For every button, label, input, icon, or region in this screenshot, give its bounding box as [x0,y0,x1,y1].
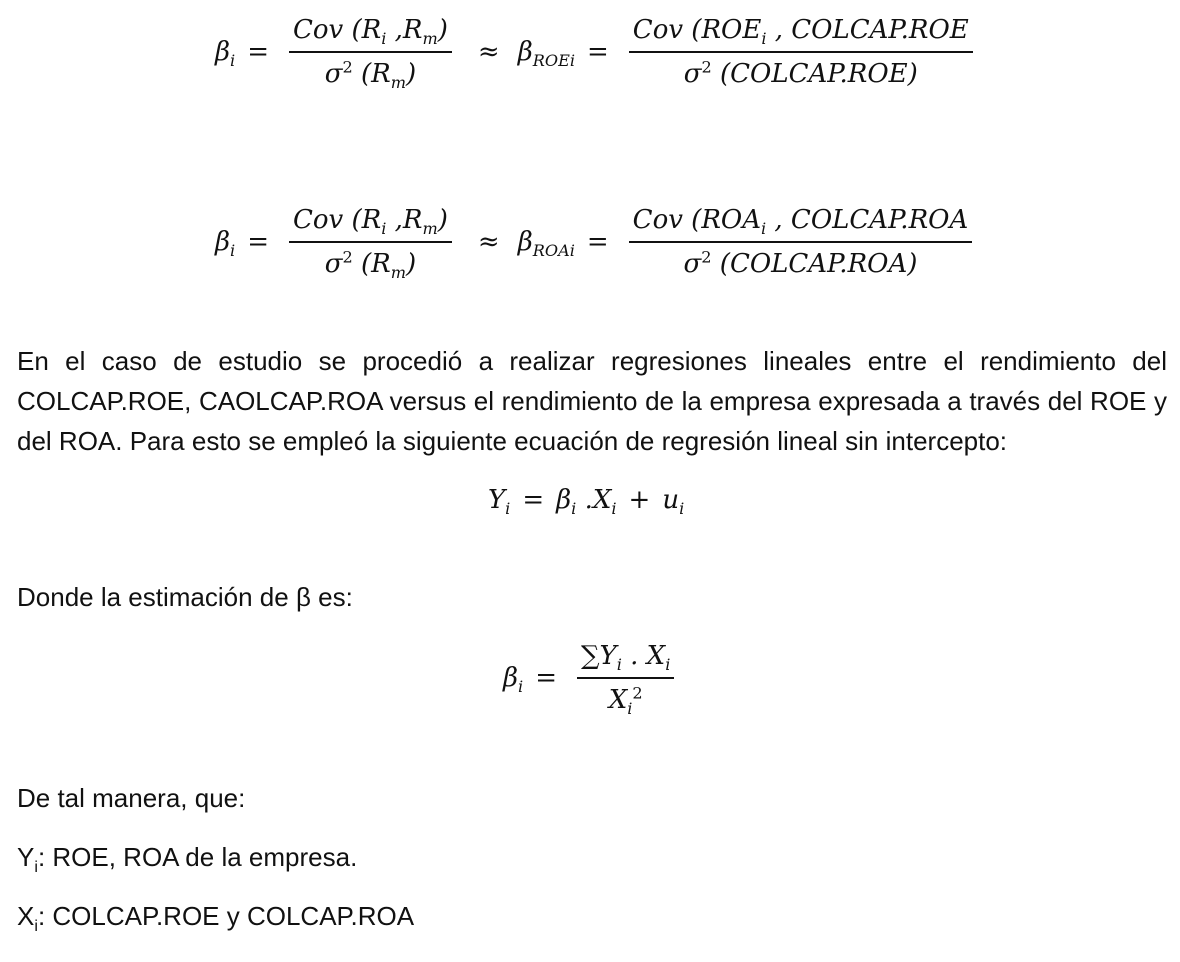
fraction-denominator: $\sigma^2$ (COLCAP.ROE) [683,57,918,89]
beta-symbol: $\beta_i$ [215,227,236,261]
equals-sign: = [247,227,269,257]
error-term: $u_i$ [662,485,685,519]
equals-sign: = [522,485,545,515]
formula-beta-roa [215,200,980,284]
beta-term: $\beta_i$ $.X_i$ [556,485,617,519]
approx-sign: ≈ [477,37,500,67]
estimator-formula [503,636,682,720]
fraction-numerator: Cov ($ROE_i$ , COLCAP.ROE [629,15,973,53]
equals-sign: = [247,37,269,67]
formula-beta-roe [215,10,981,94]
conclusion-intro: De tal manera, que: [17,783,246,813]
fraction-denominator: $\sigma^2$ (COLCAP.ROA) [683,247,918,279]
regression-equation [488,478,684,522]
equals-sign: = [587,37,609,67]
body-paragraph: En el caso de estudio se procedió a realizar regresiones lineales entre el rendimiento del COLCAP.ROE, CAOLCAP.ROA versus el rendimiento de la empresa expresada a través del ROE y del ROA. Para esto se empleó la siguiente ecuación de regresión lineal sin intercepto: [17,346,1167,456]
fraction-numerator: Cov ($R_i$ $,R_m$) [289,15,452,53]
fraction-denominator: $\sigma^2$ $(R_m)$ [324,247,417,283]
equals-sign: = [535,663,557,693]
fraction-denominator: $X_i^2$ [608,683,643,719]
roa-fraction [629,205,973,279]
roe-fraction [629,15,973,89]
beta-roe-symbol: $\beta_{ROEi}$ [517,37,575,71]
fraction-numerator: Cov ($ROA_i$ , COLCAP.ROA [629,205,973,243]
cov-fraction [289,205,452,283]
y-term: $Y_i$ [488,485,511,519]
estimator-fraction [577,641,674,719]
sum-symbol: ∑ [580,641,600,671]
beta-symbol: $\beta_i$ [503,663,524,697]
xi-definition: $X_i$: COLCAP.ROE y COLCAP.ROA [17,901,415,936]
plus-sign: + [628,485,651,515]
cov-fraction [289,15,452,93]
approx-sign: ≈ [477,227,500,257]
fraction-denominator: $\sigma^2$ $(R_m)$ [324,57,417,93]
yi-definition: $Y_i$: ROE, ROA de la empresa. [17,842,358,877]
beta-roa-symbol: $\beta_{ROAi}$ [517,227,575,261]
fraction-numerator: $\sum Y_i$ . $X_i$ [577,641,674,679]
beta-symbol: $\beta_i$ [215,37,236,71]
estimation-intro: Donde la estimación de β es: [17,582,353,612]
fraction-numerator: Cov ($R_i$ $,R_m$) [289,205,452,243]
equals-sign: = [586,227,609,257]
